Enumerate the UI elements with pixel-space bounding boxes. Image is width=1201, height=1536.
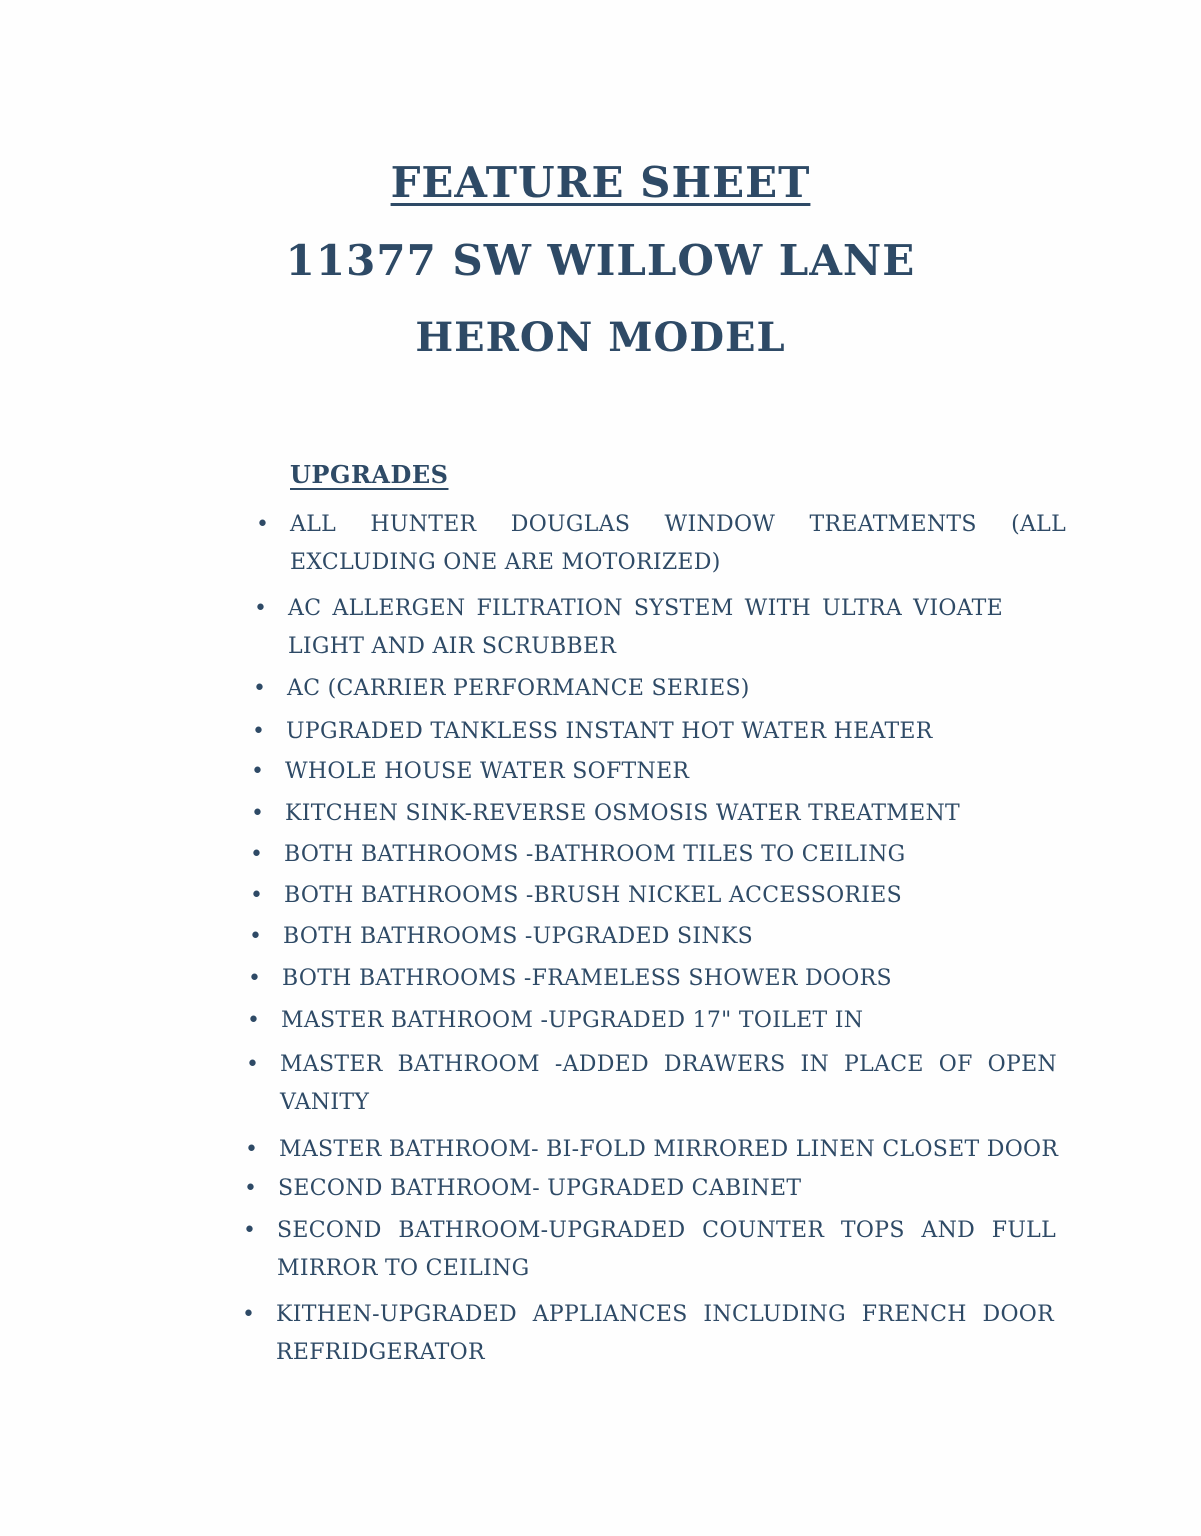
bullet-icon: • [250,883,264,908]
list-item-text: BOTH BATHROOMS -FRAMELESS SHOWER DOORS [282,966,892,991]
list-item-text: MASTER BATHROOM -UPGRADED 17" TOILET IN [281,1008,864,1033]
list-item [247,1002,1041,1040]
list-item [253,670,1047,708]
list-item-text: ALL HUNTER DOUGLAS WINDOW TREATMENTS (ALL EXCLUDING ONE ARE MOTORIZED) [290,512,1066,575]
model-name: HERON MODEL [415,314,786,361]
list-item [256,506,1066,582]
list-item-text: SECOND BATHROOM- UPGRADED CABINET [278,1176,802,1201]
list-item-text: AC (CARRIER PERFORMANCE SERIES) [287,676,750,701]
list-item-text: KITCHEN SINK-REVERSE OSMOSIS WATER TREATMENT [285,801,961,826]
bullet-icon: • [251,801,265,826]
bullet-icon: • [248,966,262,991]
list-item [251,795,1045,833]
list-item-text: MASTER BATHROOM- BI-FOLD MIRRORED LINEN CLOSET DOOR [279,1137,1059,1162]
list-item [249,918,1043,956]
list-item-text: AC ALLERGEN FILTRATION SYSTEM WITH ULTRA VIOATE LIGHT AND AIR SCRUBBER [288,596,1003,659]
list-item [254,590,1003,666]
bullet-icon: • [251,759,265,784]
bullet-icon: • [252,719,266,744]
list-item [252,713,1046,751]
list-item [242,1296,1054,1372]
bullet-icon: • [246,1052,260,1077]
list-item [251,753,1045,791]
list-item-text: BOTH BATHROOMS -BRUSH NICKEL ACCESSORIES [284,883,903,908]
bullet-icon: • [253,676,267,701]
list-item [250,877,1044,915]
bullet-icon: • [243,1218,257,1243]
page-title: FEATURE SHEET [390,158,811,207]
bullet-icon: • [254,596,268,621]
list-item [245,1131,1059,1169]
bullet-icon: • [250,842,264,867]
list-item [246,1046,1057,1122]
list-item-text: BOTH BATHROOMS -BATHROOM TILES TO CEILING [284,842,906,867]
bullet-icon: • [245,1137,259,1162]
property-address: 11377 SW WILLOW LANE [285,236,916,285]
list-item [243,1212,1056,1288]
list-item-text: BOTH BATHROOMS -UPGRADED SINKS [283,924,754,949]
bullet-icon: • [247,1008,261,1033]
list-item [250,836,1044,874]
bullet-icon: • [244,1176,258,1201]
list-item [244,1170,1038,1208]
bullet-icon: • [242,1302,256,1327]
upgrades-heading: UPGRADES [290,460,449,489]
bullet-icon: • [249,924,263,949]
list-item-text: SECOND BATHROOM-UPGRADED COUNTER TOPS AND FULL MIRROR TO CEILING [277,1218,1056,1281]
bullet-icon: • [256,512,270,537]
list-item-text: UPGRADED TANKLESS INSTANT HOT WATER HEATER [286,719,933,744]
list-item-text: MASTER BATHROOM -ADDED DRAWERS IN PLACE OF OPEN VANITY [280,1052,1057,1115]
list-item-text: WHOLE HOUSE WATER SOFTNER [285,759,690,784]
list-item [248,960,1042,998]
list-item-text: KITHEN-UPGRADED APPLIANCES INCLUDING FRENCH DOOR REFRIDGERATOR [276,1302,1054,1365]
